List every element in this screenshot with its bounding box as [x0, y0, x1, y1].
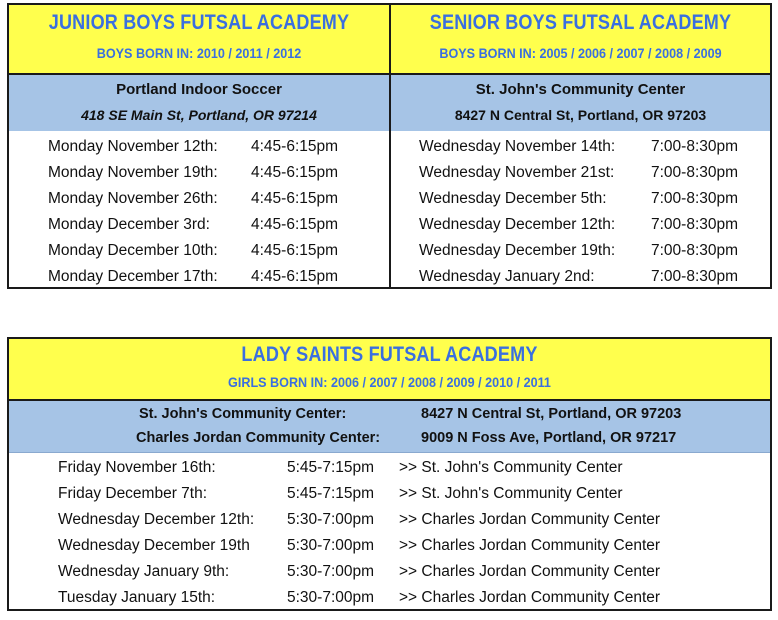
session-time: 4:45-6:15pm	[251, 216, 339, 233]
ladies-academy-title: LADY SAINTS FUTSAL ACADEMY	[241, 343, 538, 366]
session-date: Wednesday November 14th:	[419, 138, 616, 155]
session-row	[391, 186, 770, 212]
junior-academy-column	[9, 5, 389, 287]
senior-location-address: 8427 N Central St, Portland, OR 97203	[454, 107, 707, 123]
session-time: 7:00-8:30pm	[651, 138, 739, 155]
session-time: 7:00-8:30pm	[651, 242, 739, 259]
session-time: 5:30-7:00pm	[287, 589, 375, 606]
boys-schedule-table	[7, 3, 772, 289]
session-date: Monday November 26th:	[48, 190, 218, 207]
session-date: Wednesday December 5th:	[419, 190, 607, 207]
session-date: Wednesday December 19th:	[419, 242, 616, 259]
senior-academy-column	[389, 5, 770, 287]
girls-schedule-table	[7, 337, 772, 611]
senior-location-name: St. John's Community Center	[475, 81, 686, 98]
session-venue: >> Charles Jordan Community Center	[399, 589, 661, 606]
junior-academy-title: JUNIOR BOYS FUTSAL ACADEMY	[48, 11, 350, 34]
session-time: 7:00-8:30pm	[651, 164, 739, 181]
session-venue: >> St. John's Community Center	[399, 485, 623, 502]
session-date: Wednesday December 12th:	[419, 216, 616, 233]
session-row	[9, 585, 770, 611]
session-row	[9, 264, 389, 290]
session-row	[9, 212, 389, 238]
location-name: St. John's Community Center:	[139, 406, 347, 422]
session-venue: >> St. John's Community Center	[399, 459, 623, 476]
session-row	[9, 160, 389, 186]
senior-academy-header	[391, 5, 770, 75]
session-date: Monday December 17th:	[48, 268, 218, 285]
ladies-sessions	[9, 453, 770, 611]
session-date: Friday December 7th:	[58, 485, 208, 502]
session-time: 5:30-7:00pm	[287, 563, 375, 580]
session-time: 7:00-8:30pm	[651, 268, 739, 285]
session-date: Monday December 10th:	[48, 242, 218, 259]
junior-location-name: Portland Indoor Soccer	[116, 81, 282, 98]
session-row	[9, 507, 770, 533]
session-row	[391, 238, 770, 264]
session-venue: >> Charles Jordan Community Center	[399, 537, 661, 554]
location-address: 8427 N Central St, Portland, OR 97203	[421, 406, 682, 422]
session-row	[391, 264, 770, 290]
senior-academy-title: SENIOR BOYS FUTSAL ACADEMY	[429, 11, 732, 34]
session-date: Wednesday January 2nd:	[419, 268, 595, 285]
session-row	[391, 212, 770, 238]
session-date: Wednesday January 9th:	[58, 563, 230, 580]
session-time: 4:45-6:15pm	[251, 268, 339, 285]
session-time: 7:00-8:30pm	[651, 190, 739, 207]
session-row	[9, 455, 770, 481]
session-date: Wednesday December 19th	[58, 537, 250, 554]
session-venue: >> Charles Jordan Community Center	[399, 563, 661, 580]
session-date: Monday November 19th:	[48, 164, 218, 181]
junior-location-address: 418 SE Main St, Portland, OR 97214	[81, 107, 317, 123]
location-name: Charles Jordan Community Center:	[136, 430, 381, 446]
session-date: Friday November 16th:	[58, 459, 216, 476]
session-date: Tuesday January 15th:	[58, 589, 216, 606]
session-time: 5:45-7:15pm	[287, 485, 375, 502]
session-time: 5:30-7:00pm	[287, 537, 375, 554]
senior-sessions	[391, 131, 770, 290]
session-row	[9, 134, 389, 160]
junior-academy-header	[9, 5, 389, 75]
ladies-birth-years: GIRLS BORN IN: 2006 / 2007 / 2008 / 2009 / 2010 / 2011	[228, 374, 551, 390]
session-time: 5:45-7:15pm	[287, 459, 375, 476]
senior-birth-years: BOYS BORN IN: 2005 / 2006 / 2007 / 2008 / 2009	[439, 45, 722, 61]
session-row	[9, 481, 770, 507]
session-row	[391, 160, 770, 186]
ladies-academy-header	[9, 339, 770, 401]
session-row	[391, 134, 770, 160]
session-time: 4:45-6:15pm	[251, 164, 339, 181]
junior-birth-years: BOYS BORN IN: 2010 / 2011 / 2012	[96, 45, 302, 61]
session-row	[9, 533, 770, 559]
session-time: 7:00-8:30pm	[651, 216, 739, 233]
location-address: 9009 N Foss Ave, Portland, OR 97217	[421, 430, 677, 446]
session-time: 5:30-7:00pm	[287, 511, 375, 528]
session-venue: >> Charles Jordan Community Center	[399, 511, 661, 528]
junior-location	[9, 75, 389, 131]
session-date: Monday December 3rd:	[48, 216, 210, 233]
session-row	[9, 238, 389, 264]
junior-sessions	[9, 131, 389, 290]
session-date: Monday November 12th:	[48, 138, 218, 155]
session-date: Wednesday November 21st:	[419, 164, 615, 181]
session-time: 4:45-6:15pm	[251, 242, 339, 259]
ladies-locations	[9, 401, 770, 453]
session-row	[9, 186, 389, 212]
session-date: Wednesday December 12th:	[58, 511, 255, 528]
session-time: 4:45-6:15pm	[251, 190, 339, 207]
senior-location	[391, 75, 770, 131]
session-row	[9, 559, 770, 585]
session-time: 4:45-6:15pm	[251, 138, 339, 155]
